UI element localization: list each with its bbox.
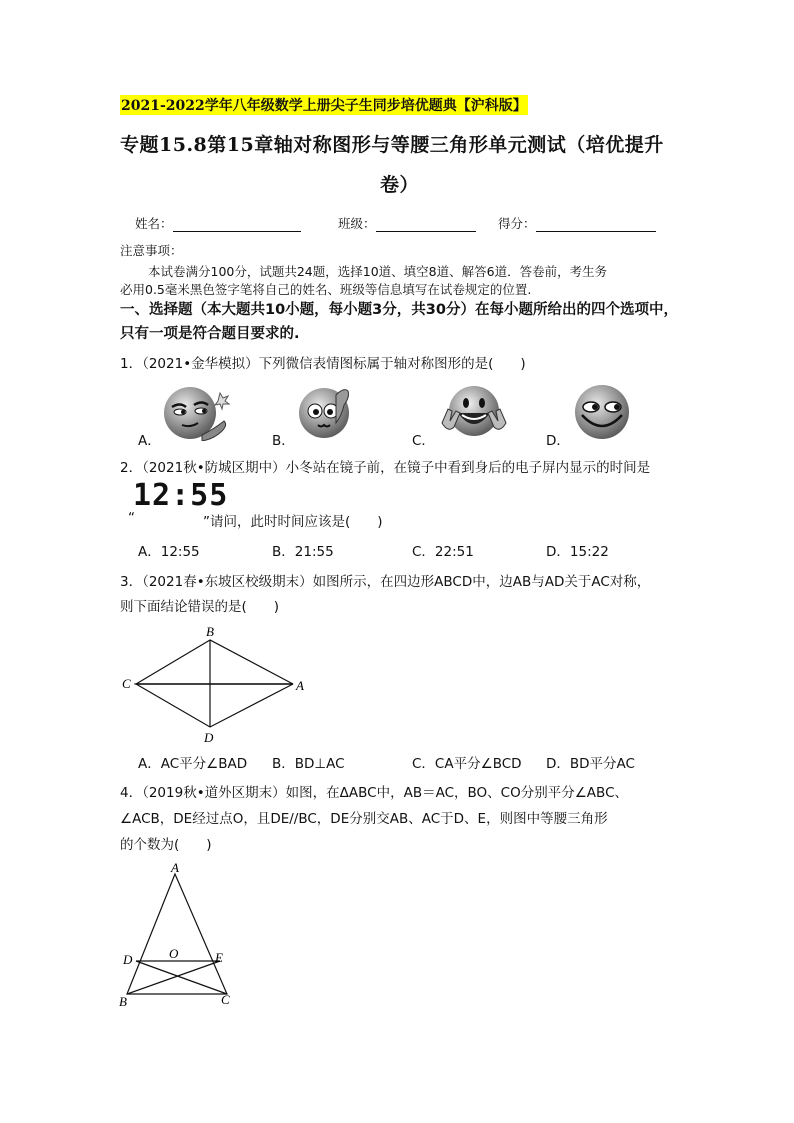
- face-palm-emoji-icon: [298, 383, 354, 441]
- notes-line2: 必用0.5毫米黑色签字笔将自己的姓名、班级等信息填写在试卷规定的位置.: [120, 282, 532, 297]
- smirk-emoji-icon: [160, 383, 232, 441]
- q4-text-line1: 4．（2019秋•道外区期末）如图，在ΔABC中，AB＝AC，BO、CO分别平分∠ABC、: [120, 785, 628, 801]
- label-a: A: [171, 860, 179, 875]
- q1-option-c[interactable]: C．: [412, 433, 435, 449]
- q3-text-line2: 则下面结论错误的是( ): [120, 599, 280, 615]
- q1-option-d[interactable]: D．: [546, 433, 570, 449]
- label-d: D: [204, 730, 214, 745]
- class-field: [338, 214, 476, 232]
- q1-option-b[interactable]: B．: [272, 433, 295, 449]
- label-d: D: [123, 952, 133, 967]
- name-field: [135, 214, 301, 232]
- q4-text-line2: ∠ACB，DE经过点O，且DE//BC，DE分别交AB、AC于D、E，则图中等腰三角形: [120, 811, 608, 827]
- digital-clock-display: 12:55: [133, 478, 229, 513]
- q3-text-line1: 3．（2021春•东坡区校级期末）如图所示，在四边形ABCD中，边AB与AD关于AC对称，: [120, 574, 651, 590]
- q2-text: 2．（2021秋•防城区期中）小冬站在镜子前，在镜子中看到身后的电子屏内显示的时间是: [120, 460, 651, 476]
- score-field: [498, 214, 656, 232]
- label-b: B: [206, 624, 214, 639]
- q3-option-c[interactable]: C．CA平分∠BCD: [412, 756, 522, 772]
- name-label: 姓名：: [135, 216, 173, 231]
- notes-line1: 本试卷满分100分，试题共24题，选择10道、填空8道、解答6道．答卷前，考生务: [148, 264, 608, 279]
- triangle-abc-diagram: [115, 858, 245, 1010]
- class-label: 班级：: [338, 216, 376, 231]
- q1-option-a[interactable]: A．: [138, 433, 161, 449]
- section1-line2: 只有一项是符合题目要求的.: [120, 326, 300, 342]
- q1-text: 1．（2021•金华模拟）下列微信表情图标属于轴对称图形的是( ): [120, 356, 526, 372]
- sly-smile-emoji-icon: [572, 383, 632, 441]
- q4-text-line3: 的个数为( ): [120, 837, 212, 853]
- section1-line1: 一、选择题（本大题共10小题，每小题3分，共30分）在每小题所给出的四个选项中，: [120, 302, 678, 318]
- label-c: C: [122, 676, 131, 691]
- doc-title-line1: 专题15.8第15章轴对称图形与等腰三角形单元测试（培优提升: [120, 134, 664, 156]
- name-blank[interactable]: [173, 217, 301, 232]
- score-label: 得分：: [498, 216, 536, 231]
- score-blank[interactable]: [536, 217, 656, 232]
- q3-option-b[interactable]: B．BD⊥AC: [272, 756, 345, 772]
- q2-option-b[interactable]: B．21:55: [272, 544, 334, 560]
- grin-peace-emoji-icon: [438, 383, 510, 441]
- quadrilateral-abcd-diagram: [118, 622, 318, 747]
- notes-heading: 注意事项：: [120, 243, 183, 258]
- label-o: O: [169, 946, 179, 961]
- q3-option-d[interactable]: D．BD平分AC: [546, 756, 635, 772]
- label-e: E: [215, 950, 223, 965]
- doc-series-title: 2021-2022学年八年级数学上册尖子生同步培优题典【沪科版】: [120, 95, 528, 115]
- q2-open-quote: “: [128, 510, 135, 526]
- q2-option-a[interactable]: A．12:55: [138, 544, 200, 560]
- doc-title-line2: 卷）: [380, 174, 420, 196]
- q2-option-d[interactable]: D．15:22: [546, 544, 609, 560]
- q2-option-c[interactable]: C．22:51: [412, 544, 474, 560]
- label-c: C: [221, 992, 230, 1007]
- label-b: B: [119, 994, 127, 1009]
- class-blank[interactable]: [376, 217, 476, 232]
- q3-option-a[interactable]: A．AC平分∠BAD: [138, 756, 248, 772]
- label-a: A: [296, 678, 304, 693]
- q2-after-text: ”请问，此时时间应该是( ): [203, 514, 383, 530]
